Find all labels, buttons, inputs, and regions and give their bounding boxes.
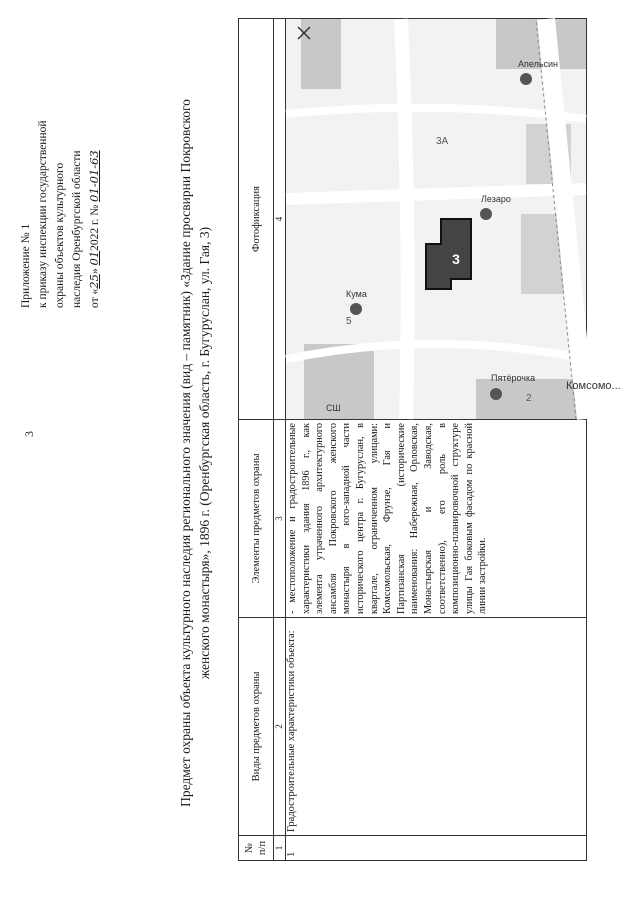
col-number-4: 4 [274, 19, 286, 420]
column-number-row [274, 19, 286, 861]
order-number: 01-01-63 [87, 150, 101, 202]
document-title [176, 23, 214, 883]
map-block-label-3a: 3А [436, 136, 449, 147]
map-poi-pyaterochka: Пятёрочка [491, 373, 536, 383]
map-poi-marker [350, 303, 362, 315]
protection-subject-table [238, 18, 621, 861]
appendix-line-1: Приложение № 1 [20, 223, 32, 308]
table-row [286, 19, 587, 861]
order-day: 25 [87, 274, 101, 289]
map-street-label: Комсомо... [566, 380, 621, 392]
appendix-line-2: к приказу инспекции государственной [37, 120, 49, 308]
appendix-line-3: охраны объектов культурного [54, 162, 66, 308]
location-map [286, 19, 621, 419]
header-photo: Фотофиксация [239, 19, 274, 420]
map-poi-apelsin: Апельсин [518, 59, 559, 69]
appendix-line-4: наследия Оренбургской области [71, 150, 83, 308]
order-month: 01 [87, 250, 101, 266]
map-poi-marker [480, 208, 492, 220]
map-block-label-5: 5 [346, 316, 352, 327]
title-line-2: женского монастыря», 1896 г. (Оренбургская область, г. Бугуруслан, ул. Гая, 3) [197, 226, 212, 680]
map-building-label: 3 [452, 251, 460, 267]
title-line-1: Предмет охраны объекта культурного наследия регионального значения (вид – памятник) «Здание просвирни Покровского [178, 99, 193, 807]
map-road [401, 19, 408, 419]
row-number: 1 [286, 836, 587, 861]
header-protection-elements: Элементы предметов охраны [239, 420, 274, 618]
appendix-order-line: от «25» 012022 г. № 01-01-63 [87, 150, 101, 308]
col-number-1: 1 [274, 836, 286, 861]
table-header-row [239, 19, 274, 861]
col-number-3: 3 [274, 420, 286, 618]
row-protection-type: Градостроительные характеристики объекта: [286, 618, 587, 836]
map-block-label-2: 2 [526, 393, 532, 404]
appendix-header [18, 8, 104, 308]
map-poi-marker [490, 388, 502, 400]
col-number-2: 2 [274, 618, 286, 836]
map-school-label: СШ [326, 403, 341, 413]
header-number: № п/п [239, 836, 274, 861]
map-photo-cell [286, 19, 621, 420]
map-poi-kuma: Кума [346, 289, 367, 299]
page-number: 3 [22, 431, 36, 437]
row-protection-elements: - местоположение и градостроительные характеристики здания 1896 г., как элемента утраченного архитектурного ансамбля Покровского женского монастыря в юго-западной части исторического центра г. Бугуруслан, в квартале, ограниченном улицами: Комсомольская, Фрунзе, Гая и Партизанская (исторические наименования: Набережная, Орловская, Монастырская и Заводская, соответственно), его роль в композиционно-планировочной структуре улицы Гая боковым фасадом по красной линии застройки. [286, 420, 587, 618]
map-poi-lezaro: Лезаро [481, 194, 511, 204]
header-protection-type: Виды предметов охраны [239, 618, 274, 836]
map-poi-marker [520, 73, 532, 85]
